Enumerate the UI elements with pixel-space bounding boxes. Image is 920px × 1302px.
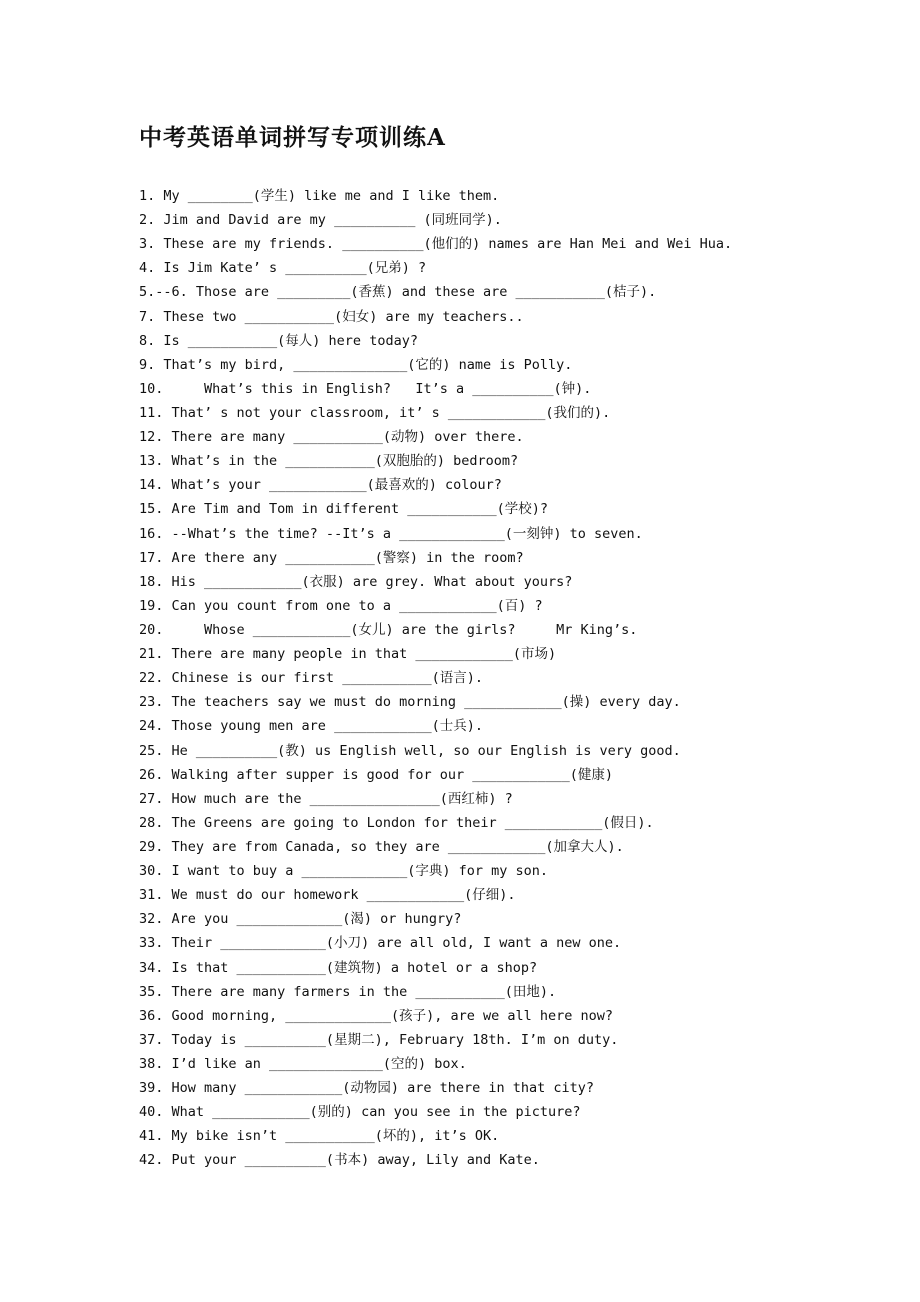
exercise-item: 8. Is ___________(每人) here today?: [139, 332, 418, 349]
exercise-item: 31. We must do our homework ____________(仔细).: [139, 887, 516, 904]
exercise-item: 18. His ____________(衣服) are grey. What about yours?: [139, 573, 573, 590]
exercise-item: [139, 1172, 899, 1196]
document-title: 中考英语单词拼写专项训练A: [139, 124, 446, 151]
exercise-item: 20. Whose ____________(女儿) are the girls? Mr King’s.: [139, 621, 638, 638]
exercise-item: 36. Good morning, _____________(孩子), are we all here now?: [139, 1007, 614, 1024]
exercise-item: 29. They are from Canada, so they are ____________(加拿大人).: [139, 838, 624, 855]
exercise-item: 38. I’d like an ______________(空的) box.: [139, 1055, 467, 1072]
exercise-item: 32. Are you _____________(渴) or hungry?: [139, 911, 462, 928]
exercise-item: 23. The teachers say we must do morning ____________(操) every day.: [139, 694, 681, 711]
exercise-item: 17. Are there any ___________(警察) in the room?: [139, 549, 524, 566]
exercise-item: 14. What’s your ____________(最喜欢的) colour?: [139, 477, 502, 494]
exercise-item: 24. Those young men are ____________(士兵).: [139, 718, 483, 735]
exercise-item: 1. My ________(学生) like me and I like them.: [139, 188, 500, 204]
exercise-item: 2. Jim and David are my __________ (同班同学).: [139, 212, 502, 229]
exercise-item: 15. Are Tim and Tom in different ___________(学校)?: [139, 501, 549, 518]
exercise-item: 34. Is that ___________(建筑物) a hotel or a shop?: [139, 959, 538, 976]
exercise-item: 30. I want to buy a _____________(字典) for my son.: [139, 863, 549, 880]
exercise-item: 4. Is Jim Kate’ s __________(兄弟) ?: [139, 260, 427, 277]
exercise-item: 21. There are many people in that ____________(市场): [139, 646, 557, 663]
exercise-item: 3. These are my friends. __________(他们的) names are Han Mei and Wei Hua.: [139, 236, 733, 253]
exercise-item: 35. There are many farmers in the ___________(田地).: [139, 983, 557, 1000]
exercise-item: 19. Can you count from one to a ____________(百) ?: [139, 597, 543, 614]
exercise-list: [139, 184, 899, 1197]
exercise-item: 25. He __________(教) us English well, so our English is very good.: [139, 742, 681, 759]
exercise-item: 27. How much are the ________________(西红柿) ?: [139, 790, 513, 807]
exercise-item: 16. --What’s the time? --It’s a _____________(一刻钟) to seven.: [139, 525, 643, 542]
exercise-item: 39. How many ____________(动物园) are there in that city?: [139, 1080, 595, 1097]
exercise-item: 37. Today is __________(星期二), February 18th. I’m on duty.: [139, 1031, 619, 1048]
exercise-item: 42. Put your __________(书本) away, Lily and Kate.: [139, 1152, 540, 1169]
exercise-item: 5.--6. Those are _________(香蕉) and these are ___________(桔子).: [139, 284, 657, 301]
exercise-item: 40. What ____________(别的) can you see in the picture?: [139, 1104, 581, 1121]
exercise-item: 9. That’s my bird, ______________(它的) name is Polly.: [139, 356, 573, 373]
exercise-item: 41. My bike isn’t ___________(坏的), it’s OK.: [139, 1128, 500, 1145]
exercise-item: 11. That’ s not your classroom, it’ s ____________(我们的).: [139, 404, 611, 421]
exercise-item: 13. What’s in the ___________(双胞胎的) bedroom?: [139, 453, 519, 470]
exercise-item: 33. Their _____________(小刀) are all old, I want a new one.: [139, 935, 622, 952]
exercise-item: 12. There are many ___________(动物) over there.: [139, 429, 524, 446]
exercise-item: 7. These two ___________(妇女) are my teachers..: [139, 308, 524, 325]
exercise-item: 10. What’s this in English? It’s a __________(钟).: [139, 380, 592, 397]
exercise-item: 26. Walking after supper is good for our ____________(健康): [139, 766, 614, 783]
exercise-item: 28. The Greens are going to London for their ____________(假日).: [139, 814, 654, 831]
exercise-item: 22. Chinese is our first ___________(语言).: [139, 670, 483, 687]
